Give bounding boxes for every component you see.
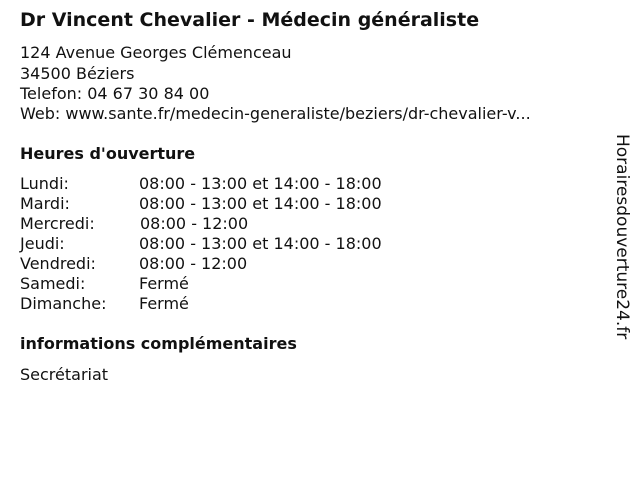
hours-value: Fermé (139, 274, 189, 293)
hours-value: Fermé (139, 294, 189, 313)
address-street: 124 Avenue Georges Clémenceau (20, 43, 292, 62)
website-link: Web: www.sante.fr/medecin-generaliste/beziers/dr-chevalier-v... (20, 104, 531, 123)
phone-number: Telefon: 04 67 30 84 00 (20, 84, 210, 103)
hours-value: 08:00 - 13:00 et 14:00 - 18:00 (139, 194, 382, 213)
hours-value: 08:00 - 13:00 et 14:00 - 18:00 (139, 174, 382, 193)
hours-row-mardi (20, 194, 580, 214)
hours-row-jeudi (20, 234, 580, 254)
opening-hours-heading: Heures d'ouverture (20, 144, 196, 163)
hours-row-samedi (20, 274, 580, 294)
hours-row-dimanche (20, 294, 580, 314)
hours-value: 08:00 - 12:00 (139, 254, 248, 273)
hours-row-vendredi (20, 254, 580, 274)
day-label: Mardi: (20, 194, 70, 213)
hours-row-lundi (20, 174, 580, 194)
hours-value: 08:00 - 13:00 et 14:00 - 18:00 (139, 234, 382, 253)
page-title: Dr Vincent Chevalier - Médecin généraliste (20, 9, 480, 31)
day-label: Samedi: (20, 274, 86, 293)
site-watermark (612, 134, 636, 374)
day-label: Lundi: (20, 174, 69, 193)
hours-row-mercredi (20, 214, 580, 234)
day-label: Dimanche: (20, 294, 107, 313)
day-label: Jeudi: (20, 234, 65, 253)
day-label: Mercredi: (20, 214, 95, 233)
additional-info-heading: informations complémentaires (20, 334, 297, 353)
address-city: 34500 Béziers (20, 64, 135, 83)
hours-value: 08:00 - 12:00 (140, 214, 249, 233)
additional-info-text: Secrétariat (20, 365, 109, 384)
day-label: Vendredi: (20, 254, 96, 273)
watermark-text: Horairesdouverture24.fr (612, 134, 632, 340)
